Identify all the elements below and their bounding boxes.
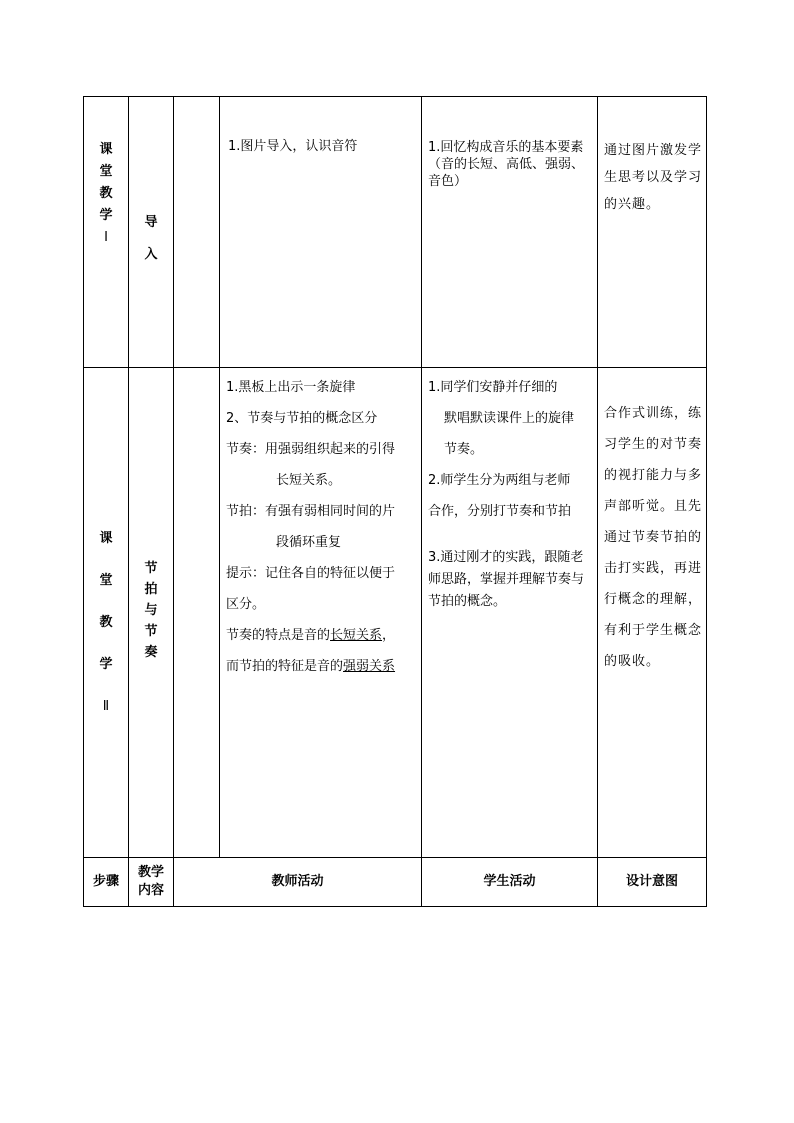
step-char: 课 xyxy=(99,142,113,157)
content-char: 节 xyxy=(144,561,158,576)
table-row-rhythm xyxy=(84,368,707,858)
teacher-activity-1: 1.图片导入，认识音符 xyxy=(220,97,422,368)
header-teacher: 教师活动 xyxy=(174,858,422,907)
student-line: 3.通过刚才的实践，跟随老师思路，掌握并理解节奏与节拍的概念。 xyxy=(428,550,585,609)
teacher-line: 长短关系。 xyxy=(276,473,342,488)
blank-cell-1 xyxy=(174,97,220,368)
teacher-line: 2、节奏与节拍的概念区分 xyxy=(226,411,378,426)
text-run: 节奏的特点是音的 xyxy=(226,628,331,643)
header-step: 步骤 xyxy=(84,858,129,907)
step-char: 教 xyxy=(99,615,113,630)
teacher-line: 提示：记住各自的特征以便于 xyxy=(226,566,396,581)
content-char: 拍 xyxy=(144,582,158,597)
student-line: 节奏。 xyxy=(444,442,484,457)
content-cell-2 xyxy=(129,368,174,858)
text-run-underlined: 强弱关系 xyxy=(343,659,396,674)
teacher-line: 区分。 xyxy=(226,597,266,612)
content-cell-1 xyxy=(129,97,174,368)
teacher-line xyxy=(226,651,419,682)
content-char: 导 xyxy=(144,215,158,230)
step-char: 堂 xyxy=(99,573,113,588)
design-intent-1: 通过图片激发学生思考以及学习的兴趣。 xyxy=(598,97,707,368)
student-line: 2.师学生分为两组与老师 xyxy=(428,473,571,488)
step-cell-2 xyxy=(84,368,129,858)
teacher-line: 1.黑板上出示一条旋律 xyxy=(226,380,356,395)
student-line: 1.同学们安静并仔细的 xyxy=(428,380,558,395)
step-cell-1 xyxy=(84,97,129,368)
step-char: 学 xyxy=(99,208,113,223)
step-char: Ⅱ xyxy=(102,699,110,714)
student-activity-2 xyxy=(422,368,598,858)
header-intent: 设计意图 xyxy=(598,858,707,907)
step-char: 课 xyxy=(99,531,113,546)
step-char: 堂 xyxy=(99,164,113,179)
student-line: 合作，分别打节奏和节拍 xyxy=(428,504,572,519)
header-content-line: 教学 xyxy=(137,865,164,880)
header-content-line: 内容 xyxy=(137,883,164,898)
header-content xyxy=(129,858,174,907)
step-char: 学 xyxy=(99,657,113,672)
student-activity-1: 1.回忆构成音乐的基本要素（音的长短、高低、强弱、音色） xyxy=(422,97,598,368)
text-run: ， xyxy=(382,628,396,643)
table-header-row xyxy=(84,858,707,907)
blank-cell-2 xyxy=(174,368,220,858)
content-char: 与 xyxy=(144,603,158,618)
student-line: 默唱默读课件上的旋律 xyxy=(444,411,575,426)
text-run: 而节拍的特征是音的 xyxy=(226,659,344,674)
step-char: 教 xyxy=(99,186,113,201)
teacher-line: 节拍：有强有弱相同时间的片 xyxy=(226,504,396,519)
content-char: 节 xyxy=(144,624,158,639)
table-row-intro xyxy=(84,97,707,368)
design-intent-2: 合作式训练，练习学生的对节奏的视打能力与多声部听觉。且先通过节奏节拍的击打实践，再进行概念的理解，有利于学生概念的吸收。 xyxy=(598,368,707,858)
teacher-line xyxy=(226,620,419,651)
spacer xyxy=(428,527,595,547)
header-student: 学生活动 xyxy=(422,858,598,907)
teacher-line: 段循环重复 xyxy=(276,535,342,550)
lesson-plan-table xyxy=(83,96,707,907)
content-char: 入 xyxy=(144,247,158,262)
text-run-underlined: 长短关系 xyxy=(330,628,383,643)
teacher-activity-2 xyxy=(220,368,422,858)
content-char: 奏 xyxy=(144,645,158,660)
step-char: Ⅰ xyxy=(104,230,108,245)
teacher-line: 节奏：用强弱组织起来的引得 xyxy=(226,442,396,457)
